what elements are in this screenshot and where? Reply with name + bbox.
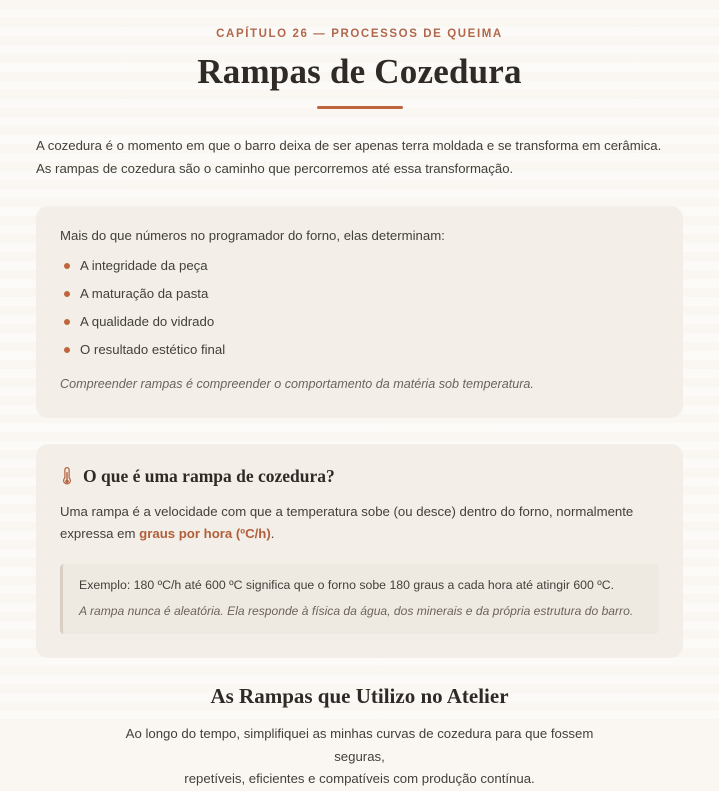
atelier-section <box>36 684 683 791</box>
atelier-line-1: Ao longo do tempo, simplifiquei as minhas curvas de cozedura para que fossem seguras, <box>125 726 594 764</box>
bullet-dot-icon <box>64 319 70 325</box>
intro-line-2: As rampas de cozedura são o caminho que percorremos até essa transformação. <box>36 160 514 176</box>
list-item-label: O resultado estético final <box>80 341 226 357</box>
intro-paragraph <box>36 135 683 180</box>
definition-body-after: . <box>270 526 275 542</box>
card-note-text: Compreender rampas é compreender o comportamento da matéria sob temperatura. <box>60 376 534 391</box>
list-item <box>64 257 659 275</box>
bullet-dot-icon <box>64 263 70 269</box>
list-item-label: A integridade da peça <box>80 258 208 274</box>
thermometer-icon <box>60 466 74 486</box>
intro-line-1: A cozedura é o momento em que o barro deixa de ser apenas terra moldada e se transforma em cerâmica. <box>36 138 662 153</box>
title-divider <box>317 106 403 109</box>
atelier-line-2: repetíveis, eficientes e compatíveis com produção contínua. <box>184 771 535 787</box>
list-item <box>64 341 659 359</box>
definition-card <box>36 444 683 659</box>
definition-highlight: graus por hora (ºC/h) <box>139 526 271 542</box>
determinants-card <box>36 206 683 417</box>
page-title: Rampas de Cozedura <box>197 52 522 91</box>
list-item-label: A maturação da pasta <box>80 286 209 302</box>
example-box <box>60 564 659 634</box>
example-text: Exemplo: 180 ºC/h até 600 ºC significa que o forno sobe 180 graus a cada hora até atingir 600 ºC. <box>79 577 615 592</box>
atelier-title: As Rampas que Utilizo no Atelier <box>210 684 509 709</box>
bullet-dot-icon <box>64 347 70 353</box>
card-lead-text: Mais do que números no programador do forno, elas determinam: <box>60 228 445 244</box>
list-item-label: A qualidade do vidrado <box>80 314 215 330</box>
definition-body-before: Uma rampa é a velocidade com que a temperatura sobe (ou desce) dentro do forno, normalmente expressa em <box>60 503 634 542</box>
example-note: A rampa nunca é aleatória. Ela responde à física da água, dos minerais e da própria estrutura do barro. <box>79 604 634 619</box>
bullet-dot-icon <box>64 291 70 297</box>
definition-title: O que é uma rampa de cozedura? <box>83 465 335 486</box>
definition-heading <box>60 466 659 487</box>
determinants-list <box>60 257 659 358</box>
list-item <box>64 313 659 331</box>
definition-body <box>60 501 659 546</box>
list-item <box>64 285 659 303</box>
chapter-eyebrow: CAPÍTULO 26 — PROCESSOS DE QUEIMA <box>216 28 503 40</box>
